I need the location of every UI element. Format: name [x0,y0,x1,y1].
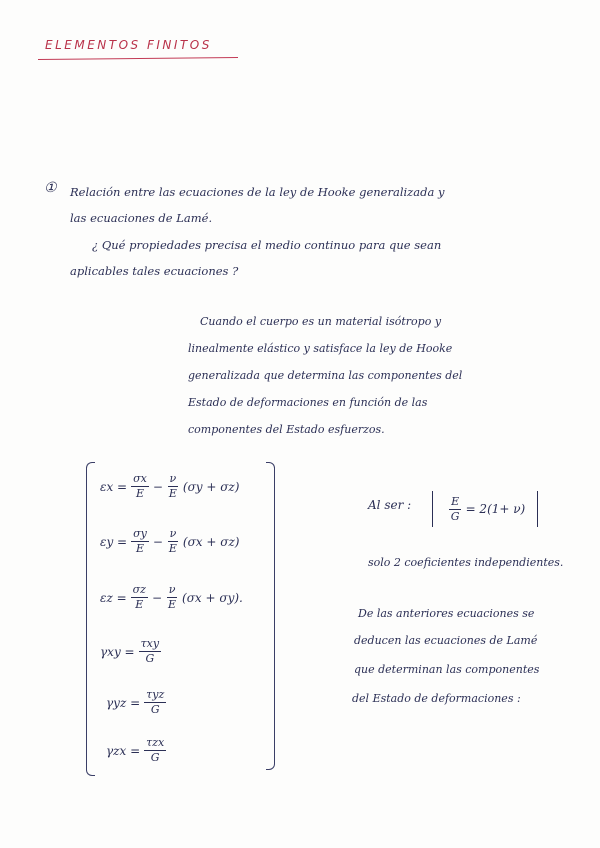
eq-lhs: γzx [106,743,127,758]
box-rhs: = 2(1+ ν) [465,502,526,516]
answer-line-1: Cuando el cuerpo es un material isótropo y [200,315,442,328]
question-line-1: Relación entre las ecuaciones de la ley de Hooke generalizada y [70,185,445,199]
eq-tail: (σy + σz) [182,479,240,494]
answer-line-5: componentes del Estado esfuerzos. [188,423,385,436]
answer-line-4: Estado de deformaciones en función de las [188,396,428,409]
eq-den: E [135,542,144,555]
eq-num: ν [169,527,177,540]
question-line-3: ¿ Qué propiedades precisa el medio continuo para que sean [92,238,442,252]
equation-gamma-zx: γzx = $\frac{\text{τzx}}{G}$ [106,736,165,764]
eq-num: σy [133,527,147,540]
lame-line-3: que determinan las componentes [354,663,540,676]
eq-num: σx [133,472,147,485]
eq-lhs: γxy [100,644,121,659]
eq-num: ν [169,472,177,485]
lame-line-2: deducen las ecuaciones de Lamé [354,634,538,647]
matrix-right-bracket [266,462,275,770]
equation-gamma-yz: γyz = $\frac{\text{τyz}}{G}$ [106,688,165,716]
eq-den: G [150,703,160,716]
document-title: ELEMENTOS FINITOS [45,38,212,52]
equation-gamma-xy: γxy = $\frac{\text{τxy}}{G}$ [100,637,160,665]
elastic-relation-box [432,491,538,527]
eq-lhs: εz [100,590,113,605]
eq-op: − [152,479,163,494]
box-num: E [451,494,460,508]
question-number: ① [44,180,57,196]
eq-den: G [145,652,155,665]
equation-epsilon-y: εy = $\frac{\sigma y}{E}$ − $\frac{\nu}{E}$ (σx + σz) [100,527,240,555]
eq-den: E [135,598,144,611]
lame-line-1: De las anteriores ecuaciones se [358,607,535,620]
eq-num: τxy [140,637,160,650]
eq-den: E [168,598,177,611]
eq-den: E [168,487,177,500]
equation-epsilon-x: εx = $\frac{\sigma x}{E}$ − $\frac{\nu}{E}$ (σy + σz) [100,472,240,500]
lame-line-4: del Estado de deformaciones : [352,692,521,705]
answer-line-3: generalizada que determina las componentes del [188,369,463,382]
question-line-4: aplicables tales ecuaciones ? [70,264,239,278]
equation-epsilon-z: εz = $\frac{\sigma z}{E}$ − $\frac{\nu}{E}$ (σx + σy). [100,583,243,611]
eq-lhs: εy [100,534,114,549]
matrix-left-bracket [86,462,95,776]
eq-den: E [168,542,177,555]
eq-num: τzx [146,736,165,749]
eq-num: ν [168,583,176,596]
eq-lhs: εx [100,479,114,494]
coefficients-note: solo 2 coeficientes independientes. [368,556,564,569]
eq-num: σz [132,583,146,596]
question-line-2: las ecuaciones de Lamé. [70,211,213,225]
al-ser-label: Al ser : [368,498,412,512]
eq-op: − [151,590,163,605]
box-den: G [450,509,460,523]
eq-den: G [150,751,160,764]
eq-den: E [135,487,144,500]
eq-tail: (σx + σz) [182,534,240,549]
eq-lhs: γyz [106,695,127,710]
eq-op: − [152,534,163,549]
answer-line-2: linealmente elástico y satisface la ley de Hooke [188,342,453,355]
eq-num: τyz [146,688,165,701]
eq-tail: (σx + σy). [182,590,243,605]
title-underline [38,57,238,60]
